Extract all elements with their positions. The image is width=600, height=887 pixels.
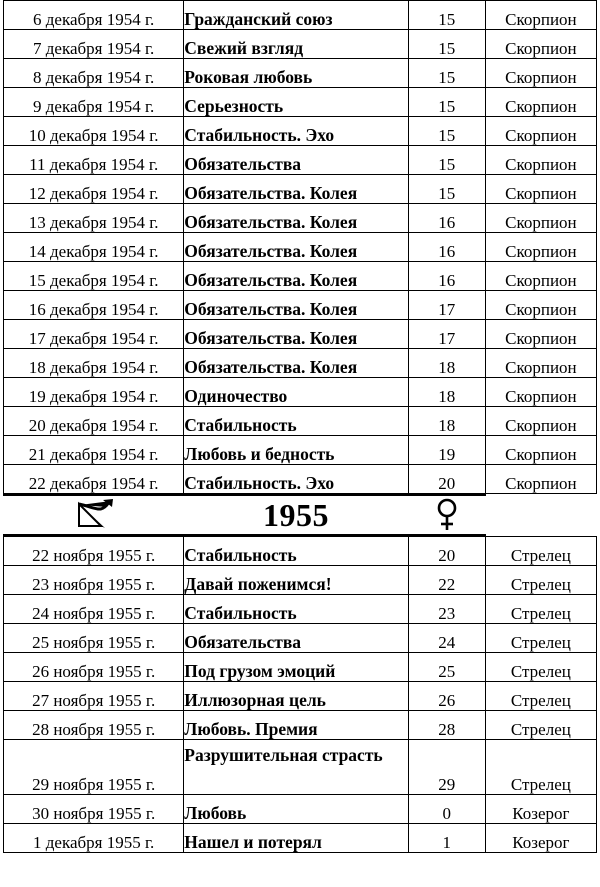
cell-date: 8 декабря 1954 г. bbox=[4, 59, 184, 88]
cell-date: 10 декабря 1954 г. bbox=[4, 117, 184, 146]
cell-zodiac-sign: Скорпион bbox=[485, 349, 596, 378]
cell-date: 29 ноября 1955 г. bbox=[4, 740, 184, 795]
cell-number: 24 bbox=[408, 624, 485, 653]
cell-title: Любовь и бедность bbox=[184, 436, 408, 465]
cell-number: 20 bbox=[408, 537, 485, 566]
cell-title: Стабильность. Эхо bbox=[184, 465, 408, 494]
cell-number: 19 bbox=[408, 436, 485, 465]
cell-number: 1 bbox=[408, 824, 485, 853]
table-row bbox=[4, 711, 597, 740]
cell-zodiac-sign: Скорпион bbox=[485, 117, 596, 146]
cell-zodiac-sign: Скорпион bbox=[485, 465, 596, 494]
cell-number: 20 bbox=[408, 465, 485, 494]
cell-title: Под грузом эмоций bbox=[184, 653, 408, 682]
cell-date: 21 декабря 1954 г. bbox=[4, 436, 184, 465]
table-row bbox=[4, 320, 597, 349]
table-row bbox=[4, 175, 597, 204]
cell-number: 15 bbox=[408, 30, 485, 59]
cell-date: 14 декабря 1954 г. bbox=[4, 233, 184, 262]
sagittarius-bow-and-arrow-icon bbox=[3, 495, 184, 535]
table-row bbox=[4, 30, 597, 59]
cell-title: Разрушительная страсть bbox=[184, 740, 408, 795]
cell-date: 19 декабря 1954 г. bbox=[4, 378, 184, 407]
table-body-1955 bbox=[4, 537, 597, 853]
cell-date: 16 декабря 1954 г. bbox=[4, 291, 184, 320]
table-row bbox=[4, 291, 597, 320]
cell-date: 22 декабря 1954 г. bbox=[4, 465, 184, 494]
table-row bbox=[4, 653, 597, 682]
cell-zodiac-sign: Стрелец bbox=[485, 653, 596, 682]
cell-date: 28 ноября 1955 г. bbox=[4, 711, 184, 740]
cell-title: Стабильность. Эхо bbox=[184, 117, 408, 146]
table-row bbox=[4, 117, 597, 146]
cell-zodiac-sign: Скорпион bbox=[485, 204, 596, 233]
table-row bbox=[4, 262, 597, 291]
cell-zodiac-sign: Скорпион bbox=[485, 262, 596, 291]
cell-title: Обязательства. Колея bbox=[184, 204, 408, 233]
cell-title: Одиночество bbox=[184, 378, 408, 407]
cell-date: 1 декабря 1955 г. bbox=[4, 824, 184, 853]
cell-title: Давай поженимся! bbox=[184, 566, 408, 595]
cell-number: 15 bbox=[408, 88, 485, 117]
table-row bbox=[4, 537, 597, 566]
events-table-1954 bbox=[3, 0, 597, 494]
cell-zodiac-sign: Скорпион bbox=[485, 436, 596, 465]
cell-date: 6 декабря 1954 г. bbox=[4, 1, 184, 30]
cell-title: Серьезность bbox=[184, 88, 408, 117]
year-band-row bbox=[3, 495, 597, 535]
cell-number: 15 bbox=[408, 59, 485, 88]
cell-zodiac-sign: Скорпион bbox=[485, 88, 596, 117]
table-row bbox=[4, 436, 597, 465]
cell-date: 18 декабря 1954 г. bbox=[4, 349, 184, 378]
cell-zodiac-sign: Козерог bbox=[485, 795, 596, 824]
table-row bbox=[4, 740, 597, 795]
cell-zodiac-sign: Стрелец bbox=[485, 566, 596, 595]
cell-zodiac-sign: Стрелец bbox=[485, 624, 596, 653]
cell-title: Стабильность bbox=[184, 407, 408, 436]
cell-number: 25 bbox=[408, 653, 485, 682]
table-row bbox=[4, 595, 597, 624]
cell-zodiac-sign: Скорпион bbox=[485, 291, 596, 320]
cell-number: 15 bbox=[408, 117, 485, 146]
table-row bbox=[4, 1, 597, 30]
table-row bbox=[4, 682, 597, 711]
table-row bbox=[4, 59, 597, 88]
cell-number: 23 bbox=[408, 595, 485, 624]
cell-number: 15 bbox=[408, 146, 485, 175]
cell-title: Стабильность bbox=[184, 537, 408, 566]
cell-date: 7 декабря 1954 г. bbox=[4, 30, 184, 59]
cell-zodiac-sign: Скорпион bbox=[485, 233, 596, 262]
table-row bbox=[4, 204, 597, 233]
cell-title: Обязательства. Колея bbox=[184, 320, 408, 349]
cell-date: 20 декабря 1954 г. bbox=[4, 407, 184, 436]
table-row bbox=[4, 146, 597, 175]
cell-zodiac-sign: Скорпион bbox=[485, 30, 596, 59]
cell-title: Стабильность bbox=[184, 595, 408, 624]
cell-date: 30 ноября 1955 г. bbox=[4, 795, 184, 824]
cell-zodiac-sign: Скорпион bbox=[485, 378, 596, 407]
table-row bbox=[4, 465, 597, 494]
cell-date: 13 декабря 1954 г. bbox=[4, 204, 184, 233]
cell-number: 26 bbox=[408, 682, 485, 711]
year-label: 1955 bbox=[184, 495, 409, 535]
cell-zodiac-sign: Скорпион bbox=[485, 407, 596, 436]
cell-date: 12 декабря 1954 г. bbox=[4, 175, 184, 204]
cell-date: 9 декабря 1954 г. bbox=[4, 88, 184, 117]
cell-title: Нашел и потерял bbox=[184, 824, 408, 853]
cell-zodiac-sign: Стрелец bbox=[485, 711, 596, 740]
venus-female-symbol-icon bbox=[408, 495, 485, 535]
cell-zodiac-sign: Скорпион bbox=[485, 59, 596, 88]
cell-date: 22 ноября 1955 г. bbox=[4, 537, 184, 566]
cell-number: 17 bbox=[408, 291, 485, 320]
table-row bbox=[4, 624, 597, 653]
cell-date: 15 декабря 1954 г. bbox=[4, 262, 184, 291]
cell-title: Обязательства. Колея bbox=[184, 262, 408, 291]
cell-zodiac-sign: Стрелец bbox=[485, 595, 596, 624]
cell-number: 18 bbox=[408, 378, 485, 407]
table-row bbox=[4, 566, 597, 595]
cell-date: 11 декабря 1954 г. bbox=[4, 146, 184, 175]
cell-date: 27 ноября 1955 г. bbox=[4, 682, 184, 711]
cell-date: 26 ноября 1955 г. bbox=[4, 653, 184, 682]
cell-zodiac-sign: Скорпион bbox=[485, 1, 596, 30]
cell-title: Гражданский союз bbox=[184, 1, 408, 30]
cell-zodiac-sign: Стрелец bbox=[485, 740, 596, 795]
cell-zodiac-sign: Скорпион bbox=[485, 175, 596, 204]
cell-zodiac-sign: Скорпион bbox=[485, 320, 596, 349]
cell-date: 25 ноября 1955 г. bbox=[4, 624, 184, 653]
cell-title: Обязательства bbox=[184, 146, 408, 175]
cell-title: Обязательства bbox=[184, 624, 408, 653]
cell-title: Роковая любовь bbox=[184, 59, 408, 88]
table-body-1954 bbox=[4, 1, 597, 494]
cell-date: 17 декабря 1954 г. bbox=[4, 320, 184, 349]
table-row bbox=[4, 88, 597, 117]
cell-title: Любовь. Премия bbox=[184, 711, 408, 740]
cell-title: Иллюзорная цель bbox=[184, 682, 408, 711]
cell-number: 16 bbox=[408, 262, 485, 291]
cell-number: 29 bbox=[408, 740, 485, 795]
cell-number: 17 bbox=[408, 320, 485, 349]
cell-title: Обязательства. Колея bbox=[184, 175, 408, 204]
table-row bbox=[4, 233, 597, 262]
cell-zodiac-sign: Скорпион bbox=[485, 146, 596, 175]
cell-number: 18 bbox=[408, 407, 485, 436]
cell-zodiac-sign: Стрелец bbox=[485, 537, 596, 566]
year-separator-1955 bbox=[3, 494, 597, 536]
cell-number: 16 bbox=[408, 233, 485, 262]
cell-number: 15 bbox=[408, 1, 485, 30]
cell-date: 23 ноября 1955 г. bbox=[4, 566, 184, 595]
cell-title: Обязательства. Колея bbox=[184, 291, 408, 320]
cell-zodiac-sign: Стрелец bbox=[485, 682, 596, 711]
cell-number: 18 bbox=[408, 349, 485, 378]
table-row bbox=[4, 824, 597, 853]
table-row bbox=[4, 795, 597, 824]
cell-number: 22 bbox=[408, 566, 485, 595]
table-row bbox=[4, 407, 597, 436]
table-row bbox=[4, 349, 597, 378]
cell-title: Свежий взгляд bbox=[184, 30, 408, 59]
cell-date: 24 ноября 1955 г. bbox=[4, 595, 184, 624]
table-row bbox=[4, 378, 597, 407]
cell-number: 0 bbox=[408, 795, 485, 824]
cell-number: 16 bbox=[408, 204, 485, 233]
cell-zodiac-sign: Козерог bbox=[485, 824, 596, 853]
cell-title: Любовь bbox=[184, 795, 408, 824]
events-table-1955 bbox=[3, 536, 597, 853]
cell-title: Обязательства. Колея bbox=[184, 349, 408, 378]
cell-number: 15 bbox=[408, 175, 485, 204]
cell-title: Обязательства. Колея bbox=[184, 233, 408, 262]
cell-number: 28 bbox=[408, 711, 485, 740]
